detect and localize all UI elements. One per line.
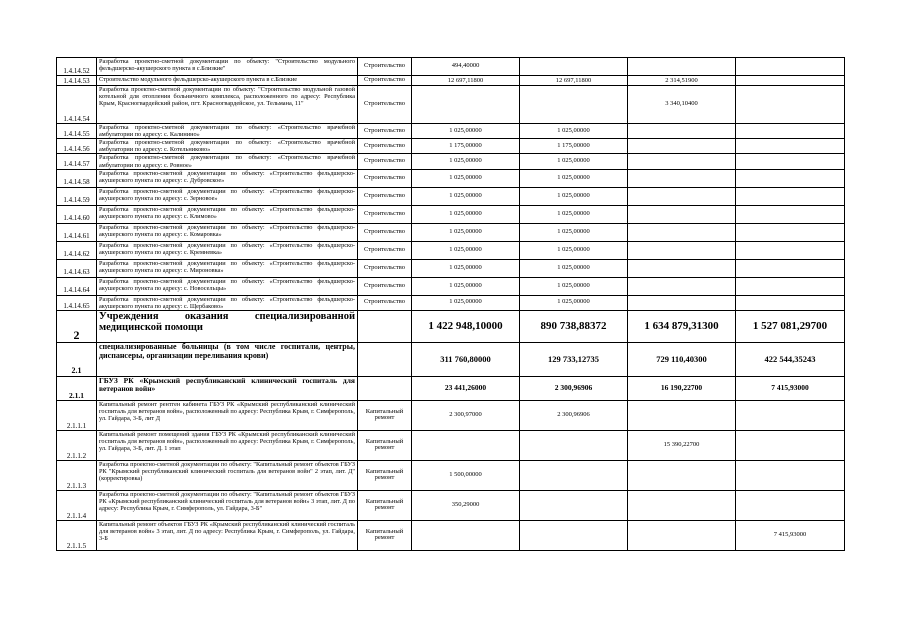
table-row (57, 139, 845, 154)
work-type: Строительство (358, 86, 412, 124)
value-col-2: 1 025,00000 (520, 154, 628, 169)
value-col-4 (736, 58, 845, 76)
work-type: Строительство (358, 205, 412, 223)
value-col-4 (736, 460, 845, 490)
row-description: Капитальный ремонт помещений здания ГБУЗ РК «Крымский республиканский клинический госпиталь для ветеранов войн», расположенный по адресу: Республика Крым, г. Симферополь, ул. Гайдара, 3-Б, лит. Д. 1 этап (97, 430, 358, 460)
work-type (358, 310, 412, 342)
value-col-1: 350,29000 (412, 490, 520, 520)
value-col-4 (736, 277, 845, 295)
work-type: Строительство (358, 223, 412, 241)
value-col-2: 1 025,00000 (520, 187, 628, 205)
value-col-1: 2 300,97000 (412, 400, 520, 430)
value-col-2: 1 025,00000 (520, 259, 628, 277)
row-number: 2.1 (57, 342, 97, 376)
table-row (57, 430, 845, 460)
row-number: 2.1.1.2 (57, 430, 97, 460)
row-description: Разработка проектно-сметной документации по объекту: "Капитальный ремонт объектов ГБУЗ РК "Крымский республиканский клинический госпиталь для ветеранов войн" 2 этап, лит. Д" (корректировка) (97, 460, 358, 490)
value-col-2 (520, 58, 628, 76)
value-col-1: 1 025,00000 (412, 259, 520, 277)
work-type: Строительство (358, 187, 412, 205)
value-col-1: 311 760,80000 (412, 342, 520, 376)
row-number: 1.4.14.64 (57, 277, 97, 295)
value-col-3 (628, 58, 736, 76)
value-col-2 (520, 490, 628, 520)
row-description: Разработка проектно-сметной документации по объекту: «Строительство фельдшерско-акушерского пункта по адресу: с. Мироновка» (97, 259, 358, 277)
value-col-1: 23 441,26000 (412, 376, 520, 400)
value-col-2: 1 025,00000 (520, 277, 628, 295)
work-type: Строительство (358, 76, 412, 86)
row-number: 1.4.14.57 (57, 154, 97, 169)
work-type: Строительство (358, 295, 412, 310)
value-col-1: 494,40000 (412, 58, 520, 76)
row-number: 1.4.14.55 (57, 124, 97, 139)
table-row (57, 58, 845, 76)
value-col-4 (736, 187, 845, 205)
row-number: 1.4.14.62 (57, 241, 97, 259)
table-row (57, 86, 845, 124)
work-type: Строительство (358, 124, 412, 139)
row-description: Разработка проектно-сметной документации по объекту: «Строительство фельдшерско-акушерского пункта по адресу: с. Климово» (97, 205, 358, 223)
work-type: Капитальный ремонт (358, 520, 412, 550)
row-description: Разработка проектно-сметной документации по объекту: «Строительство врачебной амбулатории по адресу: с. Калинино» (97, 124, 358, 139)
row-description: Капитальный ремонт рентген кабинета ГБУЗ РК «Крымский республиканский клинический госпиталь для ветеранов войн», расположенный по адресу: Республика Крым, г. Симферополь, ул. Гайдара, 3-Б, лит Д (97, 400, 358, 430)
row-number: 1.4.14.54 (57, 86, 97, 124)
row-number: 2.1.1 (57, 376, 97, 400)
row-description: Разработка проектно-сметной документации по объекту: «Строительство фельдшерско-акушерского пункта по адресу: с. Дубровское» (97, 169, 358, 187)
row-description: ГБУЗ РК «Крымский республиканский клинический госпиталь для ветеранов войн» (97, 376, 358, 400)
work-type: Строительство (358, 169, 412, 187)
value-col-1: 1 025,00000 (412, 277, 520, 295)
value-col-3 (628, 490, 736, 520)
row-number: 2.1.1.5 (57, 520, 97, 550)
value-col-4 (736, 241, 845, 259)
row-number: 2 (57, 310, 97, 342)
work-type (358, 376, 412, 400)
value-col-2: 2 300,96906 (520, 376, 628, 400)
row-description: Разработка проектно-сметной документации по объекту: «Строительство фельдшерско-акушерского пункта по адресу: с. Новосельцы» (97, 277, 358, 295)
value-col-4 (736, 223, 845, 241)
row-number: 2.1.1.1 (57, 400, 97, 430)
work-type: Строительство (358, 277, 412, 295)
value-col-1: 1 500,00000 (412, 460, 520, 490)
value-col-4: 7 415,93000 (736, 520, 845, 550)
row-number: 1.4.14.60 (57, 205, 97, 223)
value-col-4 (736, 259, 845, 277)
row-description: Разработка проектно-сметной документации по объекту: "Строительство модульной газовой котельной для отопления больничного комплекса, расположенного по адресу: Республика Крым, Красногвардейский район, пгт. Красногвардейское, ул. Тельмана, 11" (97, 86, 358, 124)
value-col-4 (736, 295, 845, 310)
table-row (57, 310, 845, 342)
value-col-2: 1 175,00000 (520, 139, 628, 154)
value-col-3: 1 634 879,31300 (628, 310, 736, 342)
value-col-1: 1 025,00000 (412, 295, 520, 310)
work-type: Строительство (358, 241, 412, 259)
row-number: 1.4.14.53 (57, 76, 97, 86)
work-type: Капитальный ремонт (358, 460, 412, 490)
budget-table (56, 57, 845, 551)
value-col-3 (628, 277, 736, 295)
row-description: Разработка проектно-сметной документации по объекту: "Капитальный ремонт объектов ГБУЗ РК «Крымский республиканский клинический госпиталь для ветеранов войн» 3 этап, лит. Д по адресу: Республика Крым, г. Симферополь, ул. Гайдара, 3-Б" (97, 490, 358, 520)
work-type: Капитальный ремонт (358, 400, 412, 430)
table-row (57, 76, 845, 86)
row-number: 1.4.14.65 (57, 295, 97, 310)
row-number: 1.4.14.56 (57, 139, 97, 154)
value-col-2: 1 025,00000 (520, 205, 628, 223)
row-description: Строительство модульного фельдшерско-акушерского пункта в с.Близкие (97, 76, 358, 86)
value-col-3 (628, 400, 736, 430)
value-col-3 (628, 169, 736, 187)
table-row (57, 205, 845, 223)
value-col-1 (412, 86, 520, 124)
value-col-4 (736, 154, 845, 169)
value-col-2 (520, 520, 628, 550)
value-col-3 (628, 520, 736, 550)
value-col-2 (520, 460, 628, 490)
value-col-3 (628, 295, 736, 310)
value-col-3: 16 190,22700 (628, 376, 736, 400)
work-type: Капитальный ремонт (358, 430, 412, 460)
work-type: Капитальный ремонт (358, 490, 412, 520)
value-col-1 (412, 430, 520, 460)
value-col-2: 890 738,88372 (520, 310, 628, 342)
value-col-3: 729 110,40300 (628, 342, 736, 376)
row-description: Разработка проектно-сметной документации по объекту: «Строительство фельдшерско-акушерского пункта по адресу: с. Щербаково» (97, 295, 358, 310)
table-row (57, 169, 845, 187)
value-col-1: 1 025,00000 (412, 205, 520, 223)
value-col-1: 1 025,00000 (412, 154, 520, 169)
value-col-3: 3 340,10400 (628, 86, 736, 124)
value-col-4 (736, 124, 845, 139)
value-col-2: 129 733,12735 (520, 342, 628, 376)
row-number: 2.1.1.3 (57, 460, 97, 490)
row-number: 1.4.14.59 (57, 187, 97, 205)
value-col-1: 1 175,00000 (412, 139, 520, 154)
table-row (57, 223, 845, 241)
row-description: Капитальный ремонт объектов ГБУЗ РК «Крымский республиканский клинический госпиталь для ветеранов войн» 3 этап, лит. Д по адресу: Республика Крым, г. Симферополь, ул. Гайдара, 3-Б (97, 520, 358, 550)
value-col-4: 422 544,35243 (736, 342, 845, 376)
table-row (57, 187, 845, 205)
table-row (57, 154, 845, 169)
table-row (57, 520, 845, 550)
value-col-2: 1 025,00000 (520, 169, 628, 187)
table-row (57, 259, 845, 277)
value-col-4 (736, 76, 845, 86)
row-description: Разработка проектно-сметной документации по объекту: «Строительство врачебной амбулатории по адресу: с. Ровное» (97, 154, 358, 169)
table-row (57, 376, 845, 400)
value-col-4 (736, 169, 845, 187)
table-row (57, 460, 845, 490)
work-type: Строительство (358, 154, 412, 169)
row-description: Разработка проектно-сметной документации по объекту: «Строительство фельдшерско-акушерского пункта по адресу: с. Кремневка» (97, 241, 358, 259)
row-number: 1.4.14.63 (57, 259, 97, 277)
value-col-3 (628, 241, 736, 259)
value-col-2: 1 025,00000 (520, 241, 628, 259)
work-type: Строительство (358, 259, 412, 277)
value-col-2: 2 300,96906 (520, 400, 628, 430)
value-col-3: 15 390,22700 (628, 430, 736, 460)
value-col-4 (736, 490, 845, 520)
value-col-3 (628, 187, 736, 205)
table-row (57, 400, 845, 430)
value-col-4 (736, 430, 845, 460)
value-col-3: 2 314,51900 (628, 76, 736, 86)
value-col-2 (520, 430, 628, 460)
value-col-3 (628, 154, 736, 169)
value-col-4 (736, 139, 845, 154)
value-col-2: 1 025,00000 (520, 124, 628, 139)
value-col-2: 1 025,00000 (520, 223, 628, 241)
row-description: Разработка проектно-сметной документации по объекту: «Строительство врачебной амбулатории по адресу: с. Котельниково» (97, 139, 358, 154)
value-col-2: 1 025,00000 (520, 295, 628, 310)
work-type: Строительство (358, 58, 412, 76)
value-col-1: 1 025,00000 (412, 169, 520, 187)
value-col-2: 12 697,11800 (520, 76, 628, 86)
value-col-1: 1 025,00000 (412, 124, 520, 139)
value-col-1: 1 025,00000 (412, 241, 520, 259)
table-row (57, 277, 845, 295)
row-number: 1.4.14.61 (57, 223, 97, 241)
value-col-1: 1 025,00000 (412, 223, 520, 241)
value-col-3 (628, 259, 736, 277)
value-col-3 (628, 460, 736, 490)
row-description: Учреждения оказания специализированной медицинской помощи (97, 310, 358, 342)
row-number: 2.1.1.4 (57, 490, 97, 520)
value-col-4: 7 415,93000 (736, 376, 845, 400)
table-row (57, 124, 845, 139)
value-col-3 (628, 139, 736, 154)
value-col-3 (628, 124, 736, 139)
value-col-1 (412, 520, 520, 550)
value-col-3 (628, 205, 736, 223)
table-row (57, 295, 845, 310)
row-description: Разработка проектно-сметной документации по объекту: «Строительство фельдшерско-акушерского пункта по адресу: с. Комаровка» (97, 223, 358, 241)
row-description: Разработка проектно-сметной документации по объекту: «Строительство фельдшерско-акушерского пункта по адресу: с. Зерновое» (97, 187, 358, 205)
work-type: Строительство (358, 139, 412, 154)
value-col-1: 12 697,11800 (412, 76, 520, 86)
value-col-4 (736, 400, 845, 430)
value-col-1: 1 422 948,10000 (412, 310, 520, 342)
row-description: специализированные больницы (в том числе госпитали, центры, диспансеры, организации переливания крови) (97, 342, 358, 376)
value-col-4 (736, 205, 845, 223)
table-row (57, 342, 845, 376)
value-col-3 (628, 223, 736, 241)
table-row (57, 241, 845, 259)
work-type (358, 342, 412, 376)
row-number: 1.4.14.52 (57, 58, 97, 76)
value-col-1: 1 025,00000 (412, 187, 520, 205)
row-description: Разработка проектно-сметной документации по объекту: "Строительство модульного фельдшерско-акушерского пункта в с.Близкие" (97, 58, 358, 76)
value-col-4: 1 527 081,29700 (736, 310, 845, 342)
value-col-2 (520, 86, 628, 124)
table-row (57, 490, 845, 520)
value-col-4 (736, 86, 845, 124)
row-number: 1.4.14.58 (57, 169, 97, 187)
